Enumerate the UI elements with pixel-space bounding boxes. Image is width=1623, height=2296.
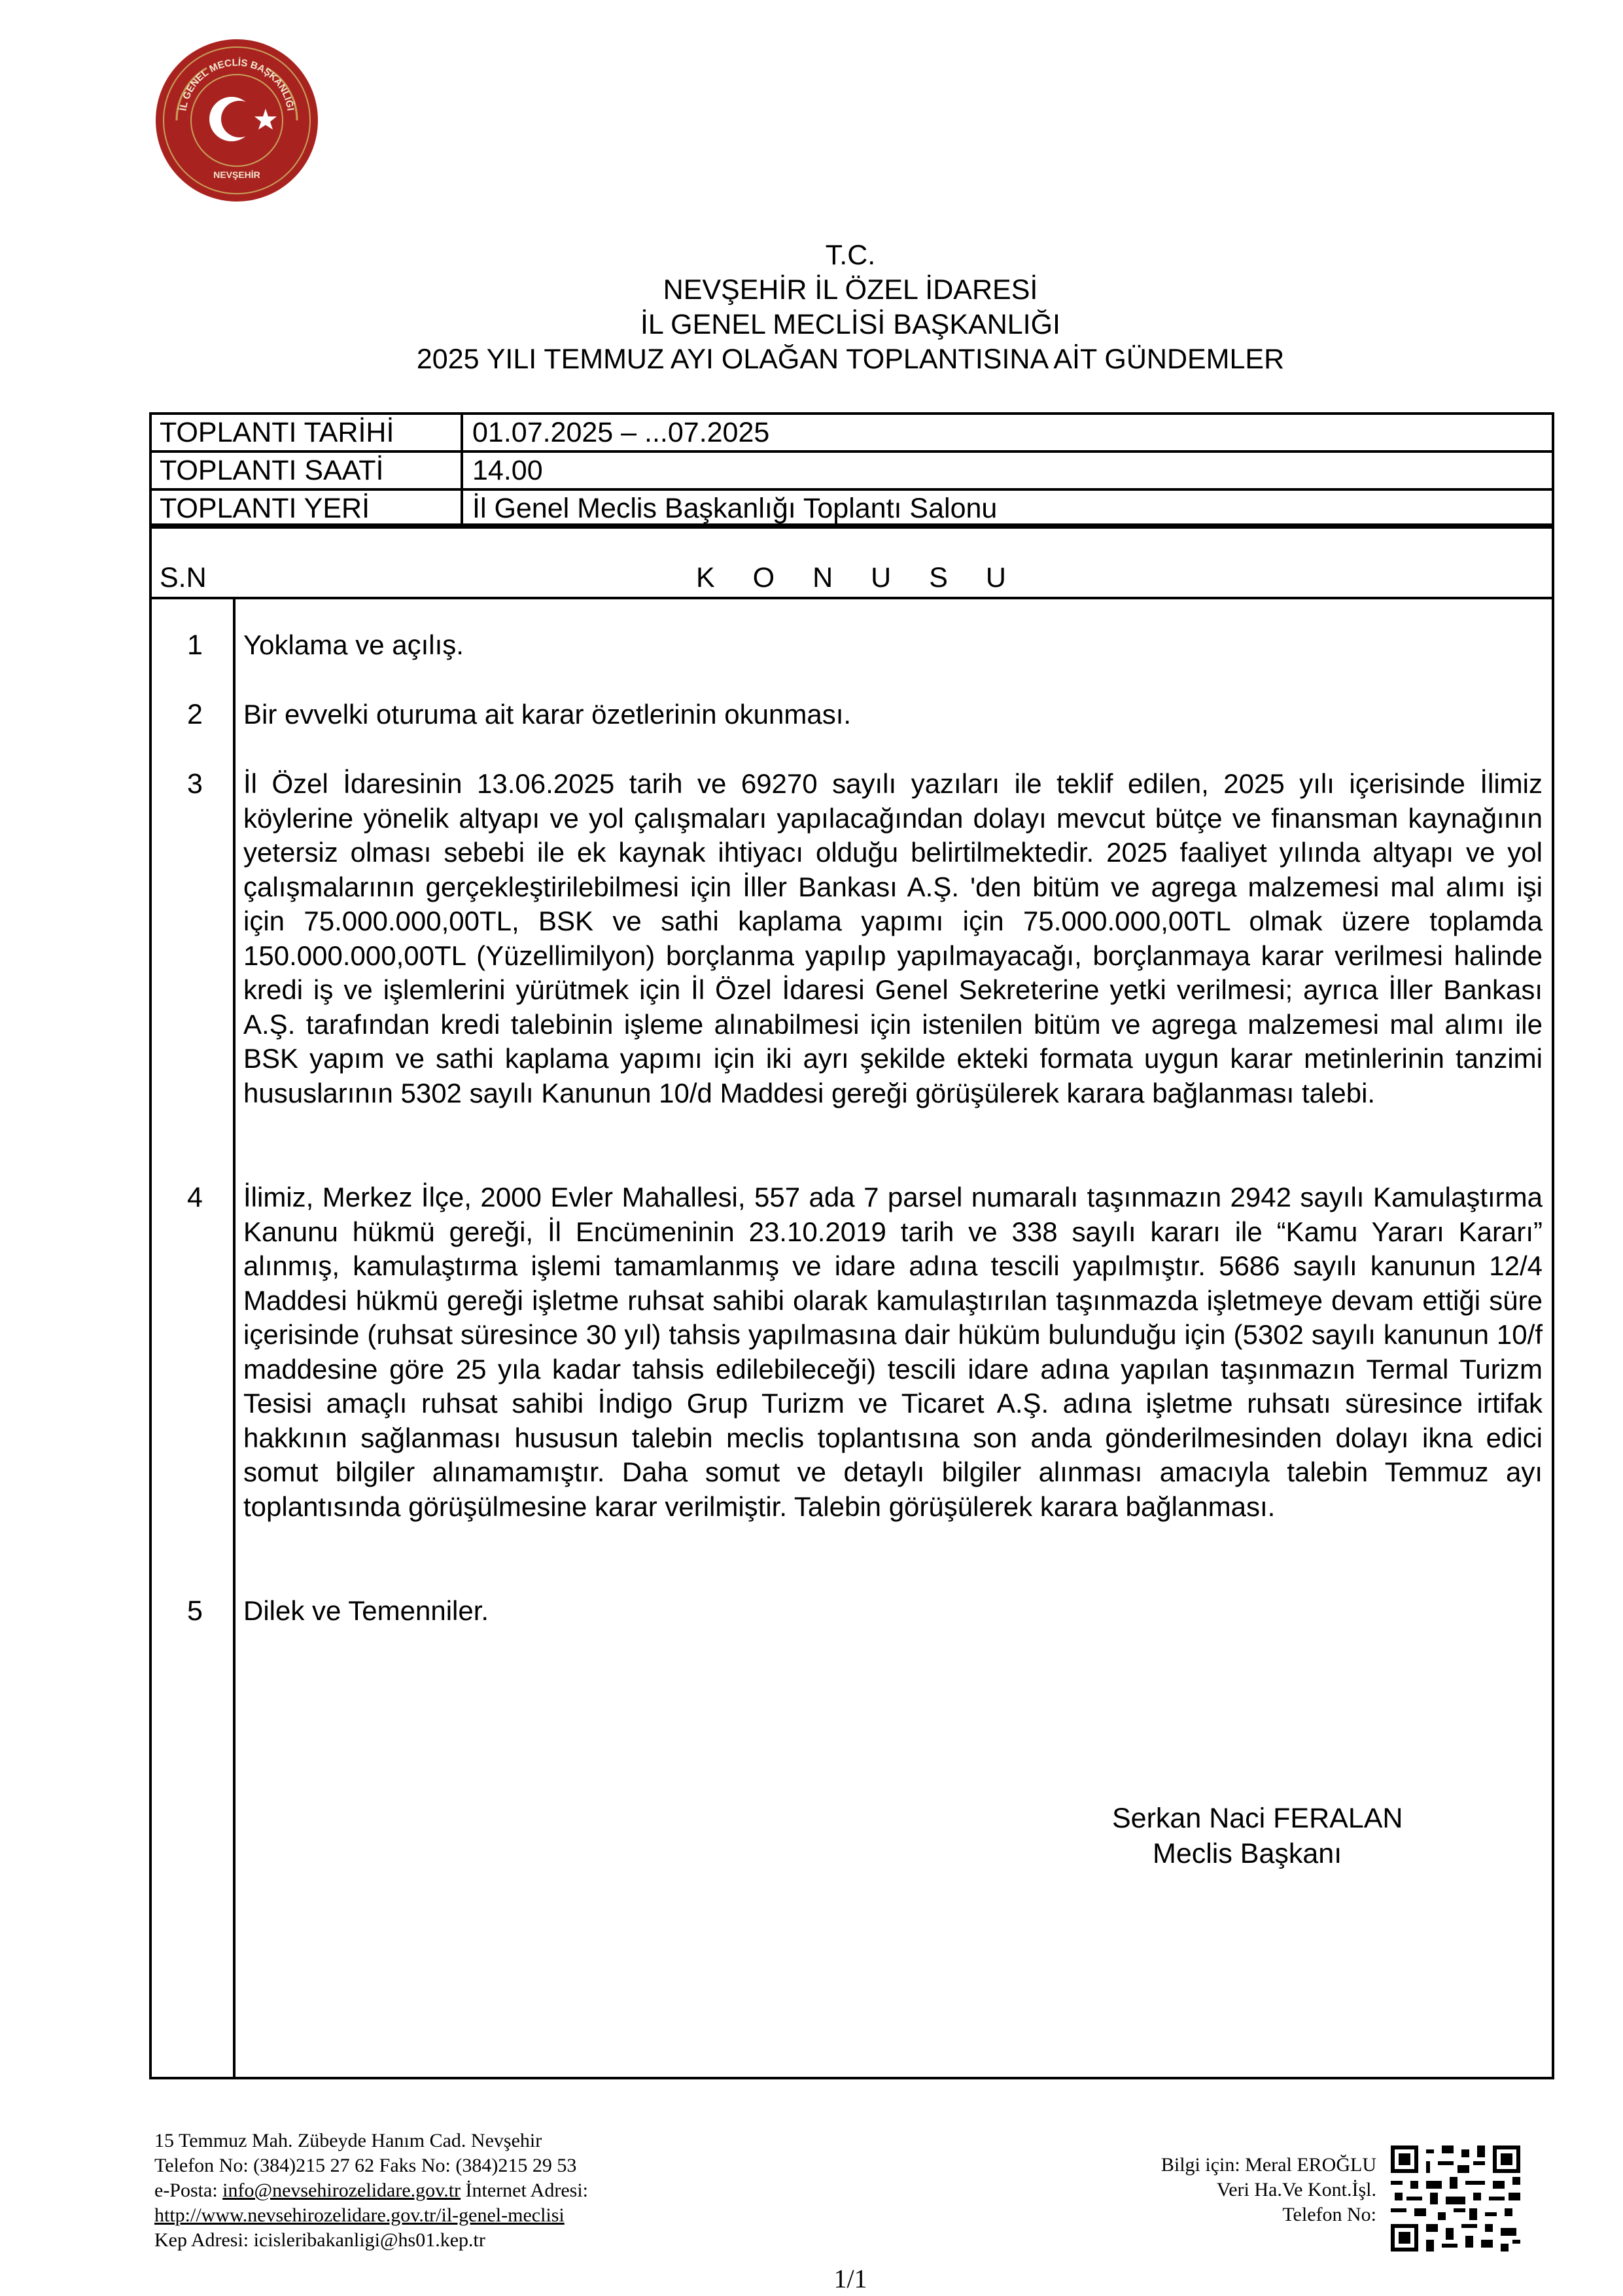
header-tc: T.C. xyxy=(825,239,876,271)
footer-web-label: İnternet Adresi: xyxy=(465,2180,588,2201)
footer-email-label: e-Posta: xyxy=(154,2180,218,2201)
header-institution: NEVŞEHİR İL ÖZEL İDARESİ xyxy=(663,274,1038,306)
meeting-date-label: TOPLANTI TARİHİ xyxy=(152,415,463,450)
meeting-place-row xyxy=(152,491,1552,526)
footer-info-unit: Veri Ha.Ve Kont.İşl. xyxy=(1216,2179,1376,2200)
meeting-time-row xyxy=(152,453,1552,491)
agenda-item-text: Dilek ve Temenniler. xyxy=(243,1595,489,1626)
agenda-item-text: Yoklama ve açılış. xyxy=(243,629,464,660)
footer-contact xyxy=(154,2128,588,2253)
signature-block xyxy=(1112,1801,1505,1871)
agenda-item-number: 1 xyxy=(187,629,203,661)
signer-name: Serkan Naci FERALAN xyxy=(1112,1803,1403,1834)
header-agenda-title: 2025 YILI TEMMUZ AYI OLAĞAN TOPLANTISINA AİT GÜNDEMLER xyxy=(416,344,1285,375)
subject-column-header: KONUSU xyxy=(696,562,1044,593)
footer-phone: Telefon No: (384)215 27 62 Faks No: (384)215 29 53 xyxy=(154,2155,577,2176)
signer-title: Meclis Başkanı xyxy=(1153,1838,1342,1869)
footer-email-line xyxy=(154,2178,588,2203)
meeting-time-label: TOPLANTI SAATİ xyxy=(152,453,463,488)
footer-kep: Kep Adresi: icisleribakanligi@hs01.kep.tr xyxy=(154,2229,485,2251)
meclis-seal-logo xyxy=(154,38,319,203)
footer-address: 15 Temmuz Mah. Zübeyde Hanım Cad. Nevşehir xyxy=(154,2130,542,2151)
agenda-table-header xyxy=(152,526,1552,599)
header-council: İL GENEL MECLİSİ BAŞKANLIĞI xyxy=(640,309,1061,340)
footer-info xyxy=(1079,2153,1376,2227)
document-header xyxy=(0,238,1623,377)
footer-web-link[interactable]: http://www.nevsehirozelidare.gov.tr/il-genel-meclisi xyxy=(154,2204,565,2226)
column-divider xyxy=(233,597,236,2079)
agenda-item-number: 5 xyxy=(187,1595,203,1627)
agenda-item-text: İl Özel İdaresinin 13.06.2025 tarih ve 69270 sayılı yazıları ile teklif edilen, 2025 yılı içerisinde İlimiz köylerine yönelik altyapı ve yol çalışmaları yapılacağından dolayı mevcut bütçe ve finansman kaynağının yetersiz olması sebebi ile ek kaynak ihtiyacı olduğu belirtilmektedir. 2025 faaliyet yılında altyapı ve yol çalışmalarının gerçekleştirilebilmesi için İller Bankası A.Ş. 'den bitüm ve agrega malzemesi mal alımı işi için 75.000.000,00TL, BSK ve sathi kaplama yapımı için 75.000.000,00TL olmak üzere toplamda 150.000.000,00TL (Yüzellimilyon) borçlanma yapılıp yapılmayacağı, borçlanmaya karar verilmesi halinde kredi iş ve işlemlerini yürütmek için İl Özel İdaresi Genel Sekreterine yetki verilmesi; ayrıca İller Bankası A.Ş. tarafından kredi talebinin işleme alınabilmesi için istenilen bitüm ve agrega malzemesi mal alımı ile BSK yapım ve sathi kaplama yapımı için iki ayrı şekilde ekteki formata uygun karar metinlerinin tanzimi hususlarının 5302 sayılı Kanunun 10/d Maddesi gereği görüşülerek karara bağlanması talebi. xyxy=(243,768,1543,1108)
footer-email-link[interactable]: info@nevsehirozelidare.gov.tr xyxy=(222,2180,461,2201)
qr-code-icon xyxy=(1391,2145,1520,2252)
meeting-info-table xyxy=(149,412,1554,529)
agenda-item-text: İlimiz, Merkez İlçe, 2000 Evler Mahallesi, 557 ada 7 parsel numaralı taşınmazın 2942 sayılı Kamulaştırma Kanunu hükmü gereği, İl Encümeninin 23.10.2019 tarih ve 338 sayılı kararı ile “Kamu Yararı Kararı” alınmış, kamulaştırma işlemi tamamlanmış ve idare adına tescili yapılmıştır. 5686 sayılı kanunun 12/4 Maddesi hükmü gereği işletme ruhsat sahibi olarak kamulaştırılan taşınmazda işletmeye devam ettiği süre içerisinde (ruhsat süresince 30 yıl) tahsis yapılmasına dair hüküm bulunduğu için (5302 sayılı kanunun 10/f maddesine göre 25 yıla kadar tahsis edilebileceği) tescili idare adına yapılan taşınmazın Termal Turizm Tesisi amaçlı ruhsat sahibi İndigo Grup Turizm ve Ticaret A.Ş. adına işletme ruhsatı süresince irtifak hakkının sağlanması hususun talebin meclis toplantısına son anda gönderilmesinden dolayı ikna edici somut bilgiler alınamamıştır. Daha somut ve detaylı bilgiler alınması amacıyla talebin Temmuz ayı toplantısında görüşülmesine karar verilmiştir. Talebin görüşülerek karara bağlanması. xyxy=(243,1182,1543,1522)
agenda-item-number: 3 xyxy=(187,768,203,800)
meeting-place-label: TOPLANTI YERİ xyxy=(152,491,463,526)
seal-ring-text: İL GENEL MECLİS BAŞKANLIĞI xyxy=(177,57,296,112)
footer-info-contact: Bilgi için: Meral EROĞLU xyxy=(1161,2154,1376,2176)
footer-info-phone: Telefon No: xyxy=(1282,2204,1376,2225)
seal-city-text: NEVŞEHİR xyxy=(213,169,260,180)
meeting-date-value: 01.07.2025 – ...07.2025 xyxy=(472,417,770,448)
agenda-item-number: 4 xyxy=(187,1182,203,1213)
agenda-item-number: 2 xyxy=(187,699,203,730)
sn-column-header: S.N xyxy=(160,562,207,593)
page-number: 1/1 xyxy=(833,2264,867,2293)
meeting-place-value: İl Genel Meclis Başkanlığı Toplantı Salonu xyxy=(472,493,998,524)
meeting-date-row xyxy=(152,415,1552,453)
meeting-time-value: 14.00 xyxy=(472,455,543,486)
agenda-item-text: Bir evvelki oturuma ait karar özetlerinin okunması. xyxy=(243,699,852,730)
